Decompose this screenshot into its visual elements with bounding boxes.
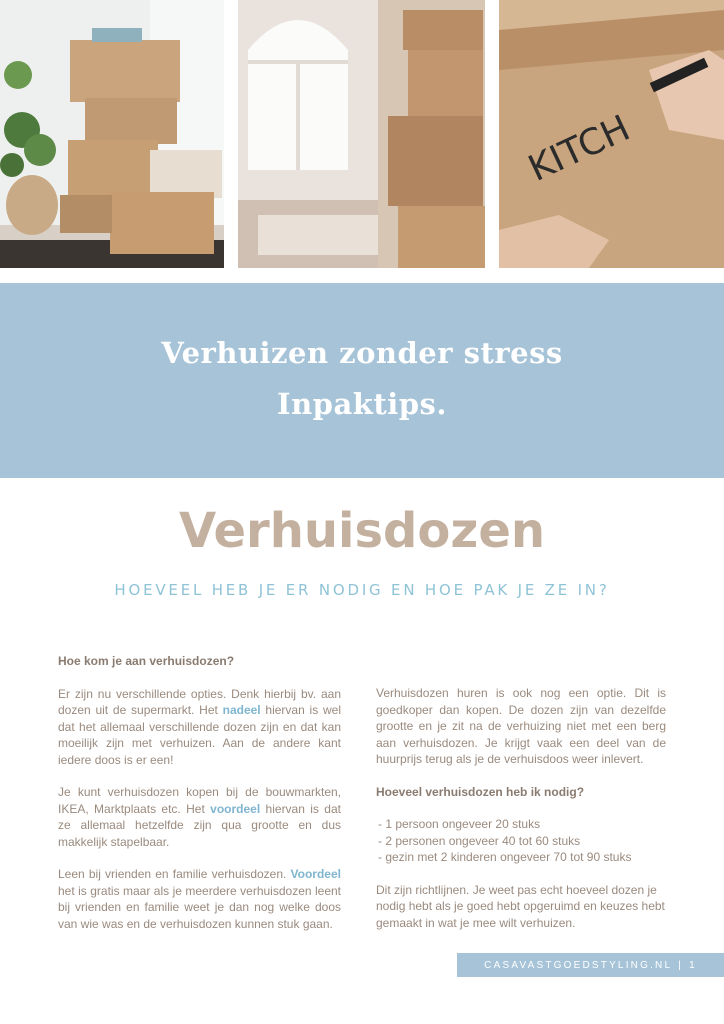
box-count-list — [376, 816, 666, 866]
text-span: Je kunt verhuisdozen kopen bij de bouwmarkten, IKEA, Marktplaats etc. Het — [58, 785, 341, 816]
left-column — [58, 653, 341, 948]
text-span: het is gratis maar als je meerdere verhuisdozen leent bij vrienden en familie weet je dan nog welke doos van wie was en de verhuisdozen kunnen stuk gaan. — [58, 883, 341, 931]
footer-separator: | — [678, 959, 684, 971]
right-column — [376, 685, 666, 947]
page-title: Verhuisdozen — [178, 503, 546, 559]
text-span: hiervan is wel dat het allemaal verschillende dozen zijn en dat kan moeilijk zijn met verhuizen. Aan de andere kant iedere doos is er een! — [58, 703, 341, 767]
photo-strip — [0, 0, 724, 268]
page-number: 1 — [689, 959, 697, 971]
left-paragraph-3 — [58, 866, 341, 932]
banner-title-line-1: Verhuizen zonder stress — [161, 336, 563, 370]
highlight-voordeel-2: Voordeel — [290, 867, 341, 881]
right-paragraph-2: Dit zijn richtlijnen. Je weet pas echt hoeveel dozen je nodig hebt als je goed hebt opgeruimd en keuzes hebt gemaakt in wat je mee wilt verhuizen. — [376, 882, 665, 930]
right-paragraph-1: Verhuisdozen huren is ook nog een optie. Dit is goedkoper dan kopen. De dozen zijn van dezelfde grootte en je zit na de verhuizing niet met een berg aan verhuisdozen. Je krijgt vaak een deel van de huurprijs terug als je de verhuisdoos weer inlevert. — [376, 686, 666, 766]
text-span: Er zijn nu verschillende opties. Denk hierbij bv. aan dozen uit de supermarkt. Het — [58, 686, 341, 717]
photo-stacked-boxes-plant — [0, 0, 224, 268]
text-span: Leen bij vrienden en familie verhuisdozen. — [58, 867, 291, 881]
footer-bar — [457, 953, 724, 977]
text-span: hiervan is dat ze allemaal hetzelfde zijn qua grootte en dus makkelijk stapelbaar. — [58, 801, 341, 849]
photo-labeling-box — [499, 0, 724, 268]
left-paragraph-1 — [58, 686, 341, 769]
marker-text: KITCH — [522, 107, 637, 190]
photo-empty-room-boxes — [238, 0, 485, 268]
list-item: - gezin met 2 kinderen ongeveer 70 tot 90 stuks — [378, 850, 632, 864]
highlight-voordeel: voordeel — [210, 801, 261, 816]
list-item: - 1 persoon ongeveer 20 stuks — [378, 817, 541, 831]
left-heading: Hoe kom je aan verhuisdozen? — [58, 654, 235, 668]
right-heading: Hoeveel verhuisdozen heb ik nodig? — [376, 784, 585, 799]
footer-site: CASAVASTGOEDSTYLING.NL — [484, 959, 673, 971]
highlight-nadeel: nadeel — [222, 703, 261, 717]
banner-title-line-2: Inpaktips. — [277, 387, 447, 421]
left-paragraph-2 — [58, 784, 341, 850]
list-item: - 2 personen ongeveer 40 tot 60 stuks — [378, 833, 581, 848]
page-subtitle: HOEVEEL HEB JE ER NODIG EN HOE PAK JE ZE IN? — [114, 581, 610, 599]
hero-banner — [0, 283, 724, 478]
